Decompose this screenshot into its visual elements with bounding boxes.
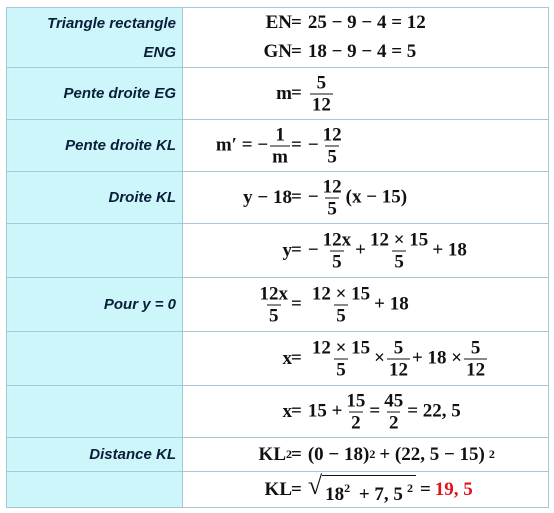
radical-icon: √ xyxy=(307,470,323,500)
label-distance: Distance KL xyxy=(7,438,183,472)
y-tail: + 18 xyxy=(432,239,467,261)
minus-sign: − xyxy=(307,134,319,156)
equals-sign: = xyxy=(291,347,302,369)
plus-sign: + xyxy=(355,239,366,261)
fraction: $\frac{12x}{5}$ xyxy=(322,229,352,272)
x2-tail: = 22, 5 xyxy=(407,400,461,422)
minus-sign: − xyxy=(307,186,319,208)
y-lhs: y xyxy=(282,239,292,261)
kl2-b: + (22, 5 − 15) xyxy=(379,443,485,465)
fraction: $\frac{12x}{5}$ xyxy=(259,283,288,326)
equals-sign: = xyxy=(291,478,302,500)
x2-lhs: x xyxy=(282,400,292,422)
x2-a: 15 + xyxy=(307,400,343,422)
fraction: $\frac{1}{m}$ xyxy=(272,124,288,167)
fraction: $\frac{12 \times 15}{5}$ xyxy=(311,283,371,326)
kl-lhs: KL xyxy=(264,478,292,500)
row-label xyxy=(7,386,183,438)
equals-sign: = xyxy=(291,134,302,156)
label-pour-y: Pour y = 0 xyxy=(7,278,183,332)
row-label xyxy=(7,472,183,508)
final-result: 19, 5 xyxy=(434,478,473,500)
equals-sign: = xyxy=(419,478,431,500)
times-sign: × xyxy=(374,347,385,369)
math-cell xyxy=(183,438,549,472)
fraction: $\frac{12}{5}$ xyxy=(322,176,342,219)
label-droite-kl: Droite KL xyxy=(7,172,183,224)
fraction: $\frac{5}{12}$ xyxy=(388,337,408,380)
exponent: 2 xyxy=(286,447,292,461)
fraction: $\frac{12 \times 15}{5}$ xyxy=(369,229,429,272)
dkl-lhs: y − 18 xyxy=(243,186,292,208)
equals-sign: = xyxy=(291,186,302,208)
fraction: $\frac{5}{12}$ xyxy=(466,337,486,380)
equals-sign: = xyxy=(291,443,302,465)
en-lhs: EN xyxy=(265,12,292,33)
dkl-tail: (x − 15) xyxy=(345,186,408,208)
math-cell xyxy=(183,386,549,438)
en-rhs: 25 − 9 − 4 = 12 xyxy=(307,12,426,33)
table-row xyxy=(7,120,549,172)
fraction: $\frac{12 \times 15}{5}$ xyxy=(311,337,371,380)
table-row xyxy=(7,224,549,278)
fraction: $\frac{5}{12}$ xyxy=(311,72,331,115)
exponent: 2 xyxy=(369,447,376,461)
math-cell xyxy=(183,8,549,68)
math-cell xyxy=(183,332,549,386)
minus-sign: − xyxy=(307,239,319,261)
row-label xyxy=(7,332,183,386)
table-row xyxy=(7,8,549,68)
gn-rhs: 18 − 9 − 4 = 5 xyxy=(307,41,417,62)
table-row xyxy=(7,472,549,508)
table-row xyxy=(7,172,549,224)
row-label xyxy=(7,224,183,278)
math-cell xyxy=(183,68,549,120)
equals-sign: = xyxy=(369,400,381,422)
row-label xyxy=(7,8,183,68)
table-row xyxy=(7,332,549,386)
table-row xyxy=(7,386,549,438)
math-cell xyxy=(183,224,549,278)
table-row xyxy=(7,438,549,472)
label-triangle: Triangle rectangle xyxy=(47,14,176,32)
equals-sign: = xyxy=(291,12,302,33)
math-cell xyxy=(183,278,549,332)
label-pente-kl: Pente droite KL xyxy=(7,120,183,172)
gn-lhs: GN xyxy=(263,41,292,62)
kl2-a: (0 − 18) xyxy=(307,443,370,465)
kl2-lhs: KL xyxy=(258,443,286,465)
m-lhs: m xyxy=(276,82,292,104)
equals-sign: = xyxy=(291,293,302,315)
calculation-table xyxy=(6,7,549,508)
fraction: $\frac{45}{2}$ xyxy=(384,390,404,433)
exponent: 2 xyxy=(488,447,495,461)
equals-sign: = xyxy=(291,400,302,422)
square-root: √ $18^2 + 7$, 5 $^2$ xyxy=(308,473,416,507)
equals-sign: = xyxy=(291,82,302,104)
math-cell xyxy=(183,120,549,172)
x1-lhs: x xyxy=(282,347,292,369)
table-row xyxy=(7,68,549,120)
math-cell xyxy=(183,172,549,224)
equals-sign: = xyxy=(291,41,302,62)
x1-mid: + 18 × xyxy=(411,347,463,369)
table-row xyxy=(7,278,549,332)
math-cell xyxy=(183,472,549,508)
equals-sign: = xyxy=(291,239,302,261)
fraction: $\frac{12}{5}$ xyxy=(322,124,342,167)
label-eng: ENG xyxy=(143,43,176,61)
fraction: $\frac{15}{2}$ xyxy=(346,390,366,433)
mprime-lhs: m′ = − xyxy=(215,134,269,156)
label-pente-eg: Pente droite EG xyxy=(7,68,183,120)
p-tail: + 18 xyxy=(374,293,409,315)
